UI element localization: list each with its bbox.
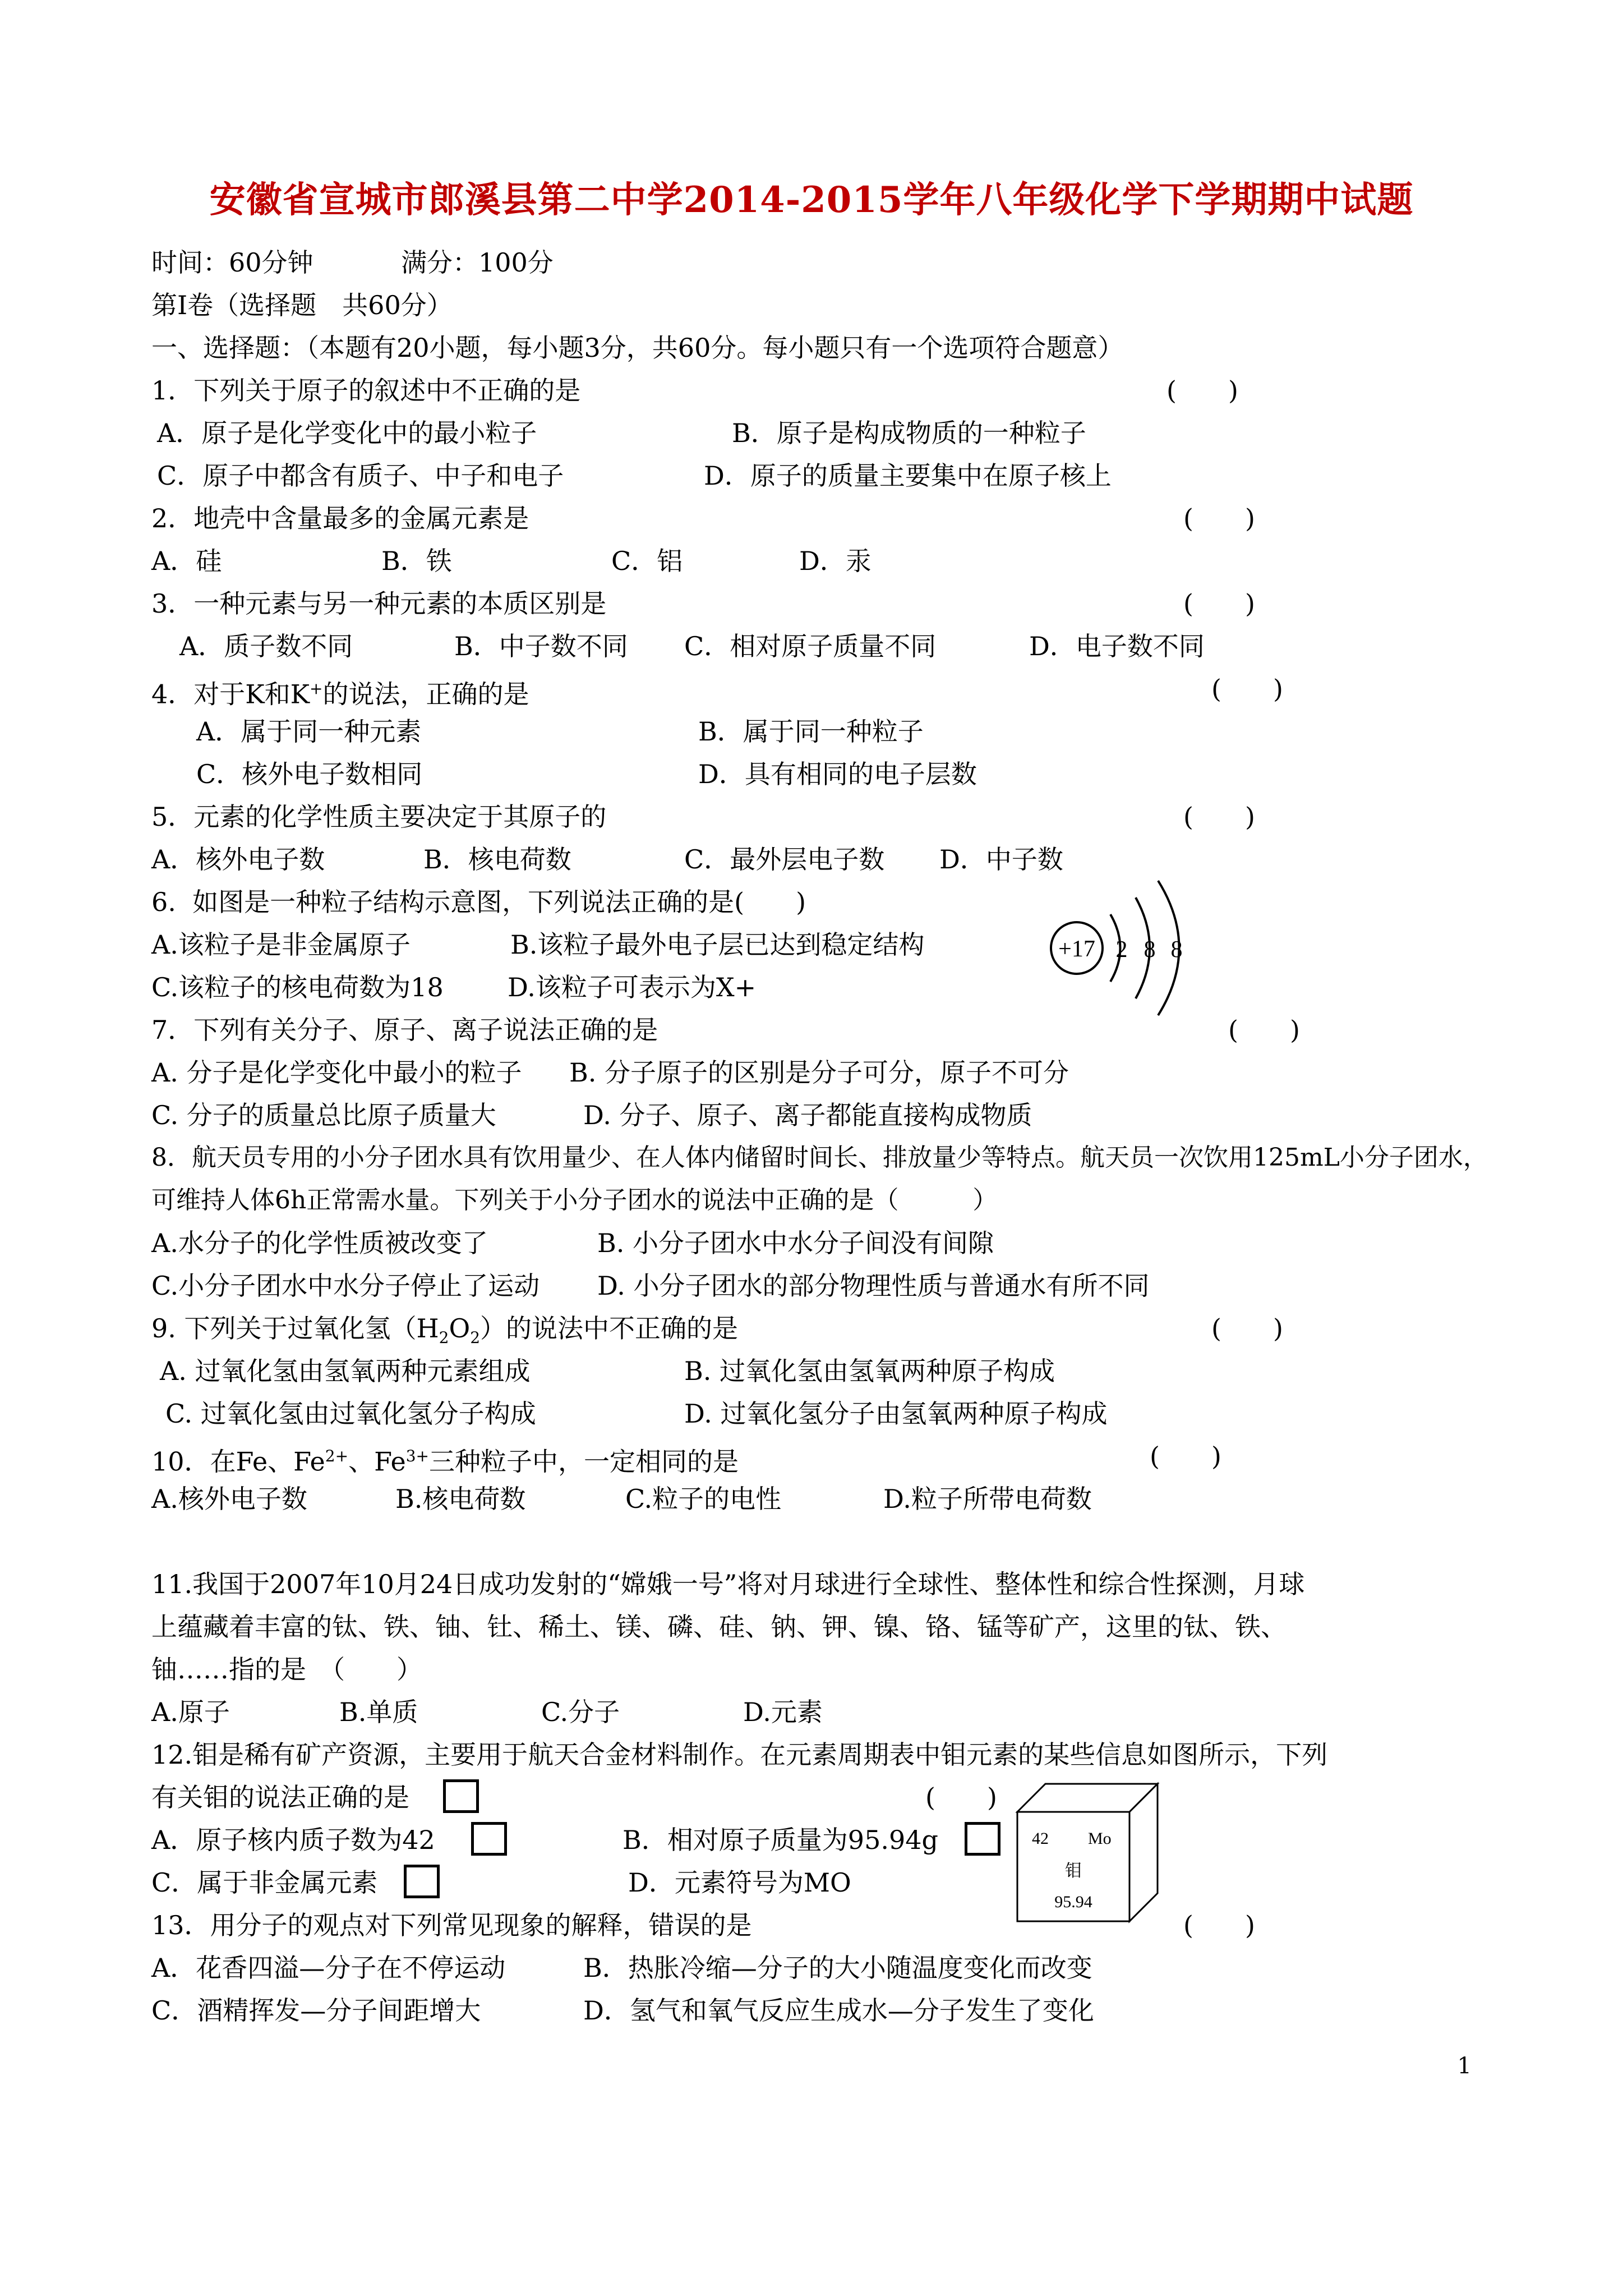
q5-option-a: A．核外电子数 (151, 844, 325, 875)
nucleus-charge: +17 (1058, 936, 1095, 962)
q8-option-d: D. 小分子团水的部分物理性质与普通水有所不同 (597, 1271, 1150, 1301)
q3-option-b: B．中子数不同 (454, 631, 628, 661)
shell-electrons: 8 (1144, 937, 1156, 963)
q4-option-d: D．具有相同的电子层数 (698, 759, 977, 789)
q5-option-d: D．中子数 (939, 844, 1063, 875)
q9-option-a: A. 过氧化氢由氢氧两种元素组成 (160, 1356, 531, 1386)
q13-option-a: A．花香四溢—分子在不停运动 (151, 1953, 506, 1983)
exam-title: 安徽省宣城市郎溪县第二中学2014-2015学年八年级化学下学期期中试题 (209, 179, 1414, 221)
q1-option-b: B．原子是构成物质的一种粒子 (732, 418, 1086, 448)
q8-option-a: A.水分子的化学性质被改变了 (151, 1228, 488, 1258)
answer-checkbox[interactable] (965, 1822, 1000, 1856)
answer-paren: ( ) (1183, 802, 1255, 832)
answer-checkbox[interactable] (471, 1822, 507, 1856)
q11-option-c: C.分子 (541, 1697, 620, 1727)
answer-checkbox[interactable] (404, 1865, 440, 1898)
q7-option-b: B. 分子原子的区别是分子可分，原子不可分 (569, 1057, 1069, 1088)
answer-paren: ( ) (1183, 1910, 1255, 1940)
q7-stem: 7．下列有关分子、原子、离子说法正确的是 (151, 1015, 658, 1045)
q11-stem-line3: 铀……指的是 （ ） (151, 1654, 422, 1685)
q13-option-d: D．氢气和氧气反应生成水—分子发生了变化 (583, 1995, 1094, 2026)
q6-option-c: C.该粒子的核电荷数为18 (151, 972, 444, 1002)
q4-option-b: B．属于同一种粒子 (698, 716, 924, 747)
page-number: 1 (1457, 2053, 1472, 2079)
q13-stem: 13．用分子的观点对下列常见现象的解释，错误的是 (151, 1910, 752, 1940)
q3-option-d: D．电子数不同 (1029, 631, 1205, 661)
q3-option-c: C．相对原子质量不同 (684, 631, 937, 661)
element-symbol: Mo (1088, 1829, 1112, 1848)
q12-option-c: C．属于非金属元素 (151, 1867, 378, 1898)
q10-option-a: A.核外电子数 (151, 1484, 307, 1514)
q10-option-b: B.核电荷数 (395, 1484, 526, 1514)
q11-stem-line2: 上蕴藏着丰富的钛、铁、铀、钍、稀土、镁、磷、硅、钠、钾、镍、铬、锰等矿产，这里的钛、铁、 (151, 1612, 1287, 1642)
answer-checkbox[interactable] (443, 1779, 479, 1813)
q4-stem: 4．对于K和K+的说法，正确的是 (151, 679, 529, 710)
q1-stem: 1．下列关于原子的叙述中不正确的是 (151, 375, 581, 406)
shell-electrons: 2 (1115, 937, 1128, 963)
q9-stem: 9. 下列关于过氧化氢$(H_2O_2)$的说法中不正确的是 (151, 1313, 739, 1347)
answer-paren: ( ) (1211, 1313, 1283, 1343)
q4-option-a: A．属于同一种元素 (196, 716, 422, 747)
q7-option-c: C. 分子的质量总比原子质量大 (151, 1100, 496, 1130)
q11-option-b: B.单质 (339, 1697, 418, 1727)
q12-option-d: D．元素符号为MO (628, 1867, 851, 1898)
q2-option-d: D．汞 (799, 546, 872, 576)
q9-option-d: D. 过氧化氢分子由氢氧两种原子构成 (684, 1398, 1108, 1429)
answer-paren: ( ) (1166, 375, 1238, 406)
q13-option-c: C．酒精挥发—分子间距增大 (151, 1995, 481, 2026)
q11-option-d: D.元素 (743, 1697, 823, 1727)
q6-stem: 6. 如图是一种粒子结构示意图，下列说法正确的是( ) (151, 887, 806, 917)
q8-stem-line2: 可维持人体6h正常需水量。下列关于小分子团水的说法中正确的是（ ） (151, 1186, 998, 1214)
q13-option-b: B．热胀冷缩—分子的大小随温度变化而改变 (583, 1953, 1092, 1983)
q2-option-a: A．硅 (151, 546, 222, 576)
q3-stem: 3．一种元素与另一种元素的本质区别是 (151, 588, 607, 619)
q8-option-b: B. 小分子团水中水分子间没有间隙 (597, 1228, 994, 1258)
q8-option-c: C.小分子团水中水分子停止了运动 (151, 1271, 540, 1301)
q1-option-a: A．原子是化学变化中的最小粒子 (157, 418, 537, 448)
q9-option-c: C. 过氧化氢由过氧化氢分子构成 (165, 1398, 536, 1429)
q7-option-d: D. 分子、原子、离子都能直接构成物质 (583, 1100, 1032, 1130)
answer-paren: ( ) (1183, 588, 1255, 619)
answer-paren: ( ) (925, 1782, 997, 1812)
volume-heading: 第Ⅰ卷（选择题 共60分） (151, 290, 453, 320)
q1-option-d: D．原子的质量主要集中在原子核上 (704, 461, 1112, 491)
answer-paren: ( ) (1211, 674, 1283, 704)
q2-stem: 2．地壳中含量最多的金属元素是 (151, 503, 529, 533)
q11-stem-line1: 11.我国于2007年10月24日成功发射的“嫦娥一号”将对月球进行全球性、整体性和综合性探测，月球 (151, 1569, 1305, 1599)
atom-structure-diagram (1032, 875, 1211, 1021)
q5-stem: 5．元素的化学性质主要决定于其原子的 (151, 802, 607, 832)
q6-option-a: A.该粒子是非金属原子 (151, 930, 411, 960)
q12-stem-line2: 有关钼的说法正确的是 (151, 1782, 409, 1812)
q3-option-a: A．质子数不同 (179, 631, 353, 661)
shell-electrons: 8 (1170, 937, 1183, 963)
q10-option-c: C.粒子的电性 (625, 1484, 782, 1514)
q8-stem-line1: 8．航天员专用的小分子团水具有饮用量少、在人体内储留时间长、排放量少等特点。航天员一次饮用125mL小分子团水， (151, 1143, 1488, 1172)
answer-paren: ( ) (1228, 1015, 1300, 1045)
section-heading: 一、选择题：（本题有20小题，每小题3分，共60分。每小题只有一个选项符合题意） (151, 333, 1124, 363)
q10-option-d: D.粒子所带电荷数 (883, 1484, 1092, 1514)
q9-option-b: B. 过氧化氢由氢氧两种原子构成 (684, 1356, 1055, 1386)
q12-stem-line1: 12.钼是稀有矿产资源，主要用于航天合金材料制作。在元素周期表中钼元素的某些信息如图所示，下列 (151, 1740, 1328, 1770)
answer-paren: ( ) (1150, 1441, 1221, 1471)
q12-option-a: A．原子核内质子数为42 (151, 1825, 435, 1855)
periodic-table-cell (1015, 1781, 1161, 1924)
q4-option-c: C．核外电子数相同 (196, 759, 423, 789)
atomic-mass: 95.94 (1054, 1893, 1092, 1911)
q12-option-b: B．相对原子质量为95.94g (623, 1825, 938, 1855)
answer-paren: ( ) (1183, 503, 1255, 533)
q7-option-a: A. 分子是化学变化中最小的粒子 (151, 1057, 522, 1088)
q11-option-a: A.原子 (151, 1697, 230, 1727)
q5-option-c: C．最外层电子数 (684, 844, 885, 875)
exam-score: 满分：100分 (401, 247, 554, 278)
q6-option-b: B.该粒子最外电子层已达到稳定结构 (510, 930, 925, 960)
exam-time: 时间：60分钟 (151, 247, 313, 278)
q2-option-b: B．铁 (381, 546, 452, 576)
q5-option-b: B．核电荷数 (423, 844, 571, 875)
q2-option-c: C．铝 (611, 546, 683, 576)
q6-option-d: D.该粒子可表示为X+ (508, 972, 757, 1002)
element-name: 钼 (1065, 1862, 1082, 1880)
q10-stem: 10．在Fe、$Fe^{2+}$、$Fe^{3+}$三种粒子中，一定相同的是 (151, 1446, 739, 1477)
q1-option-c: C．原子中都含有质子、中子和电子 (157, 461, 564, 491)
atomic-number: 42 (1032, 1829, 1049, 1848)
